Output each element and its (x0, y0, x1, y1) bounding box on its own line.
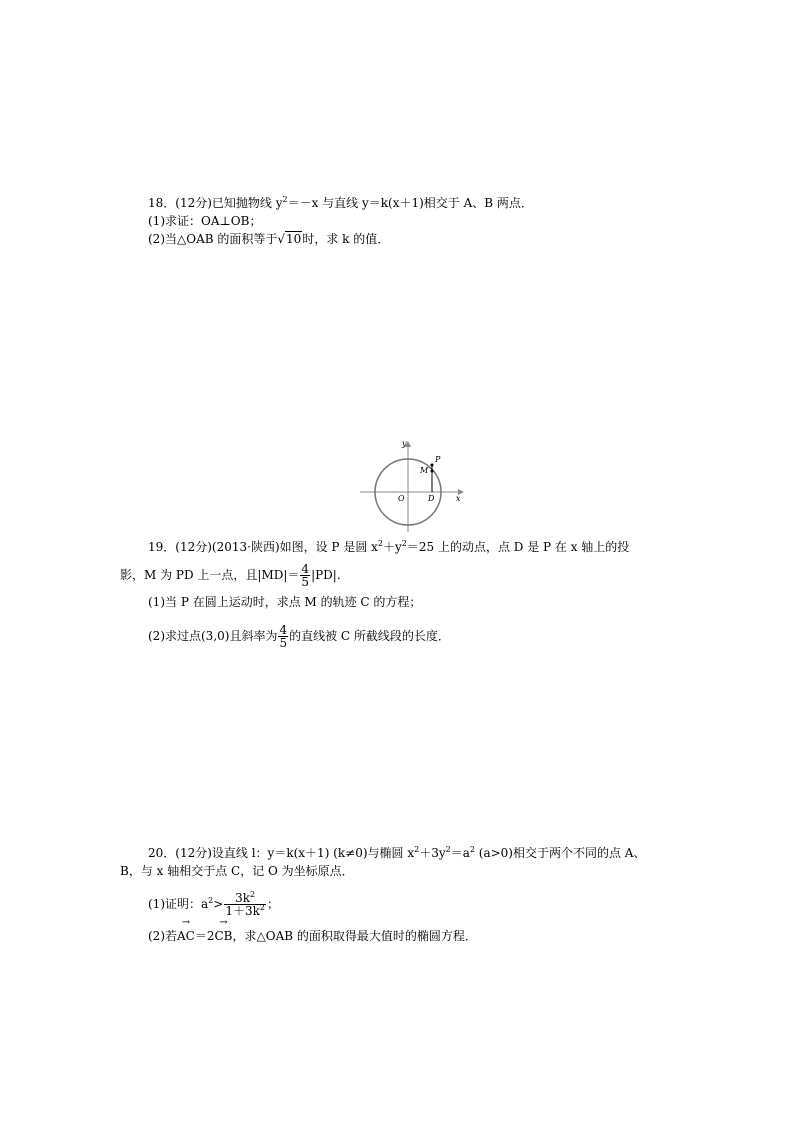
vector-cb: → CB (215, 928, 233, 944)
label-d: D (428, 494, 435, 503)
label-x: x (456, 494, 461, 503)
q19-part2: (2)求过点(3,0)且斜率为 $\frac{4}{5}$ 的直线被 C 所截线段的长度． (148, 623, 450, 650)
q19-line2: 影，M 为 PD 上一点，且|MD|＝ $\frac{4}{5}$ |PD|. (120, 562, 341, 589)
label-o: O (398, 494, 405, 503)
vector-ac: → AC (177, 928, 195, 944)
point-m (431, 470, 434, 473)
point-p (431, 464, 434, 467)
q18-part1: (1)求证：OA⊥OB； (148, 214, 262, 228)
label-p: P (435, 455, 441, 464)
fraction-4-5: $\frac{4}{5}$ (301, 562, 310, 589)
q20-part2: (2)若→ AC＝2→ CB，求△OAB 的面积取得最大值时的椭圆方程． (148, 928, 477, 944)
q19-line1: 19．(12分)(2013·陕西)如图，设 P 是圆 $x^2+y^2=25$ 上的动点，点 D 是 P 在 x 轴上的投 (148, 539, 630, 554)
sqrt-symbol: √10 (277, 232, 302, 246)
q18-part2: (2)当△OAB 的面积等于√10时，求 k 的值． (148, 232, 390, 246)
label-y: y (402, 440, 407, 448)
fraction-3k2-over-1-plus-3k2: $\frac{3k^2}{1+3k^2}$ (225, 890, 265, 918)
q20-part1: (1)证明：$a^2>$ $\frac{3k^2}{1+3k^2}$ ； (148, 890, 279, 918)
circle-figure (360, 440, 470, 532)
q19-part1: (1)当 P 在圆上运动时，求点 M 的轨迹 C 的方程； (148, 595, 422, 609)
fraction-4-5: $\frac{4}{5}$ (279, 623, 288, 650)
q20-line2: B，与 x 轴相交于点 C，记 O 为坐标原点． (120, 864, 354, 878)
label-m: M (420, 466, 429, 475)
q20-line1: 20．(12分)设直线 l：y＝k(x＋1) (k≠0)与椭圆 $x^2+3y^2=a^2$ (a>0)相交于两个不同的点 A、 (148, 845, 646, 860)
q18-line1: 18．(12分)已知抛物线 $y^2=-x$ 与直线 y＝k(x＋1)相交于 A、B 两点． (148, 195, 533, 210)
